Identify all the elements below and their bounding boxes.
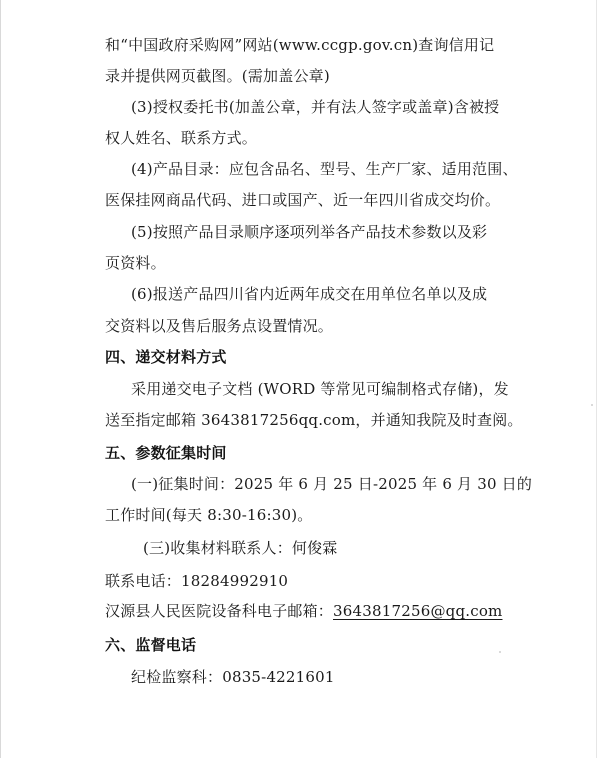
- contact-phone-line: 联系电话：18284992910: [105, 572, 289, 590]
- scan-speck: [591, 404, 593, 406]
- paragraph-line: 录并提供网页截图。(需加盖公章): [105, 67, 330, 85]
- paragraph-line: (6)报送产品四川省内近两年成交在用单位名单以及成: [131, 285, 488, 303]
- section-heading-5: 五、参数征集时间: [105, 444, 227, 462]
- email-label: 汉源县人民医院设备科电子邮箱：: [105, 602, 334, 620]
- paragraph-line: 交资料以及售后服务点设置情况。: [105, 317, 334, 335]
- section-heading-4: 四、递交材料方式: [105, 348, 227, 366]
- paragraph-line: 工作时间(每天 8:30-16:30)。: [105, 506, 313, 524]
- paragraph-line: (5)按照产品目录顺序逐项列举各产品技术参数以及彩: [131, 223, 488, 241]
- email-link[interactable]: 3643817256@qq.com: [333, 602, 503, 620]
- scan-speck: [499, 651, 501, 653]
- paragraph-line: 医保挂网商品代码、进口或国产、近一年四川省成交均价。: [105, 191, 501, 209]
- paragraph-line: (4)产品目录：应包含品名、型号、生产厂家、适用范围、: [131, 160, 518, 178]
- paragraph-line: 和“中国政府采购网”网站(www.ccgp.gov.cn)查询信用记: [105, 36, 495, 54]
- section-heading-6: 六、监督电话: [105, 636, 197, 654]
- contact-person-line: (三)收集材料联系人：何俊霖: [143, 539, 338, 557]
- paragraph-line: (3)授权委托书(加盖公章，并有法人签字或盖章)含被授: [131, 98, 500, 116]
- paragraph-line: 权人姓名、联系方式。: [105, 129, 258, 147]
- paragraph-line: (一)征集时间：2025 年 6 月 25 日-2025 年 6 月 30 日的: [131, 475, 533, 493]
- supervision-phone-line: 纪检监察科：0835-4221601: [131, 668, 335, 686]
- paragraph-line: 采用递交电子文档 (WORD 等常见可编制格式存储)，发: [131, 380, 509, 398]
- contact-email-line: [105, 601, 502, 621]
- paragraph-line: 送至指定邮箱 3643817256qq.com，并通知我院及时查阅。: [105, 411, 523, 429]
- paragraph-line: 页资料。: [105, 254, 166, 272]
